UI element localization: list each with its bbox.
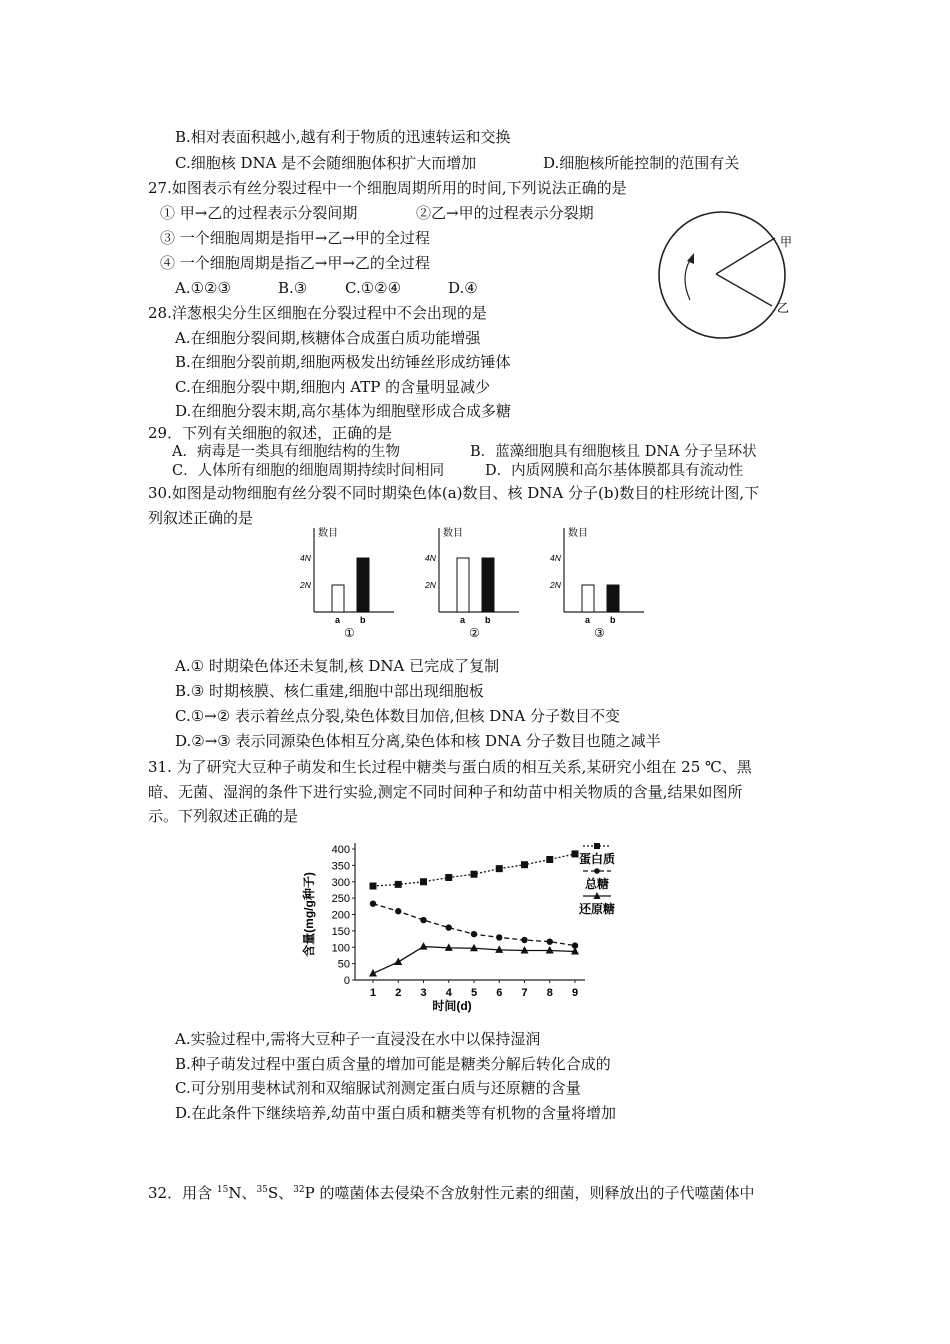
point-蛋白质-7 bbox=[521, 861, 528, 868]
y-label-1: 数目 bbox=[318, 528, 338, 539]
q30-stem-line-2: 列叙述正确的是 bbox=[148, 509, 254, 527]
q27-statement-3: ③ 一个细胞周期是指甲→乙→甲的全过程 bbox=[160, 229, 430, 247]
cell-cycle-diagram bbox=[650, 208, 810, 343]
y-tick-2N-1: 2N bbox=[300, 580, 311, 590]
q31-option-a: A.实验过程中,需将大豆种子一直浸没在水中以保持湿润 bbox=[175, 1030, 541, 1048]
q28-stem: 28.洋葱根尖分生区细胞在分裂过程中不会出现的是 bbox=[148, 304, 487, 322]
point-还原糖-2 bbox=[394, 957, 402, 965]
q31-stem-line-2: 暗、无菌、湿润的条件下进行实验,测定不同时间种子和幼苗中相关物质的含量,结果如图所 bbox=[148, 783, 743, 801]
q31-option-c: C.可分别用斐林试剂和双缩脲试剂测定蛋白质与还原糖的含量 bbox=[175, 1079, 581, 1097]
point-总糖-4 bbox=[446, 924, 452, 930]
x-tick-7: 7 bbox=[521, 987, 528, 999]
q31-option-d: D.在此条件下继续培养,幼苗中蛋白质和糖类等有机物的含量将增加 bbox=[175, 1104, 617, 1122]
y-tick-400: 400 bbox=[331, 844, 350, 856]
q27-stem: 27.如图表示有丝分裂过程中一个细胞周期所用的时间,下列说法正确的是 bbox=[148, 179, 627, 197]
q30-stem-line-1: 30.如图是动物细胞有丝分裂不同时期染色体(a)数目、核 DNA 分子(b)数目的柱形统计图,下 bbox=[148, 484, 760, 502]
x-tick-b-3: b bbox=[610, 615, 616, 625]
point-总糖-6 bbox=[496, 934, 502, 940]
label-yi: 乙 bbox=[777, 301, 790, 315]
bar-b-2 bbox=[482, 558, 494, 612]
q30-option-a: A.① 时期染色体还未复制,核 DNA 已完成了复制 bbox=[175, 657, 500, 675]
y-tick-0: 0 bbox=[343, 975, 350, 987]
series-line-总糖 bbox=[373, 904, 575, 946]
bar-a-2 bbox=[457, 558, 469, 612]
q30-bar-charts bbox=[300, 522, 650, 642]
y-tick-4N-3: 4N bbox=[550, 553, 561, 563]
point-蛋白质-8 bbox=[546, 856, 553, 863]
x-tick-2: 2 bbox=[395, 987, 402, 999]
y-axis-label: 含量(mg/g种子) bbox=[302, 872, 316, 957]
x-tick-a-2: a bbox=[460, 615, 466, 625]
q32-n-superscript: 15 bbox=[216, 1185, 229, 1195]
bar-b-1 bbox=[357, 558, 369, 612]
q27-option-a: A.①②③ bbox=[175, 279, 231, 297]
bar-b-3 bbox=[607, 585, 619, 612]
q32-text-n: N、 bbox=[228, 1184, 257, 1202]
q27-statement-2: ②乙→甲的过程表示分裂期 bbox=[416, 204, 594, 222]
point-总糖-3 bbox=[420, 917, 426, 923]
point-蛋白质-5 bbox=[471, 871, 478, 878]
radius-yi bbox=[716, 274, 772, 306]
point-还原糖-7 bbox=[521, 946, 529, 954]
q32-p-superscript: 32 bbox=[293, 1185, 305, 1195]
point-蛋白质-2 bbox=[395, 881, 402, 888]
q28-option-a: A.在细胞分裂间期,核糖体合成蛋白质功能增强 bbox=[175, 329, 481, 347]
q26-option-b: B.相对表面积越小,越有利于物质的迅速转运和交换 bbox=[175, 128, 511, 146]
q31-option-b: B.种子萌发过程中蛋白质含量的增加可能是糖类分解后转化合成的 bbox=[175, 1055, 611, 1073]
label-jia: 甲 bbox=[780, 235, 793, 249]
q30-option-d: D.②→③ 表示同源染色体相互分离,染色体和核 DNA 分子数目也随之减半 bbox=[175, 732, 661, 750]
q29-option-a: A．病毒是一类具有细胞结构的生物 bbox=[172, 444, 400, 460]
legend-label-蛋白质: 蛋白质 bbox=[578, 852, 616, 866]
y-tick-100: 100 bbox=[331, 942, 350, 955]
point-总糖-1 bbox=[370, 900, 376, 906]
q29-option-d: D．内质网膜和高尔基体膜都具有流动性 bbox=[485, 463, 744, 479]
point-总糖-5 bbox=[471, 931, 477, 937]
panel-label-2: ② bbox=[469, 626, 480, 640]
q26-option-c: C.细胞核 DNA 是不会随细胞体积扩大而增加 bbox=[175, 154, 477, 172]
legend-marker-总糖 bbox=[594, 868, 600, 874]
x-tick-5: 5 bbox=[470, 987, 478, 999]
x-tick-b-2: b bbox=[485, 615, 491, 625]
x-tick-6: 6 bbox=[496, 987, 503, 999]
q32-stem bbox=[148, 1180, 755, 1203]
q31-stem-line-1: 31. 为了研究大豆种子萌发和生长过程中糖类与蛋白质的相互关系,某研究小组在 25 ℃、黑 bbox=[148, 758, 752, 776]
legend-label-总糖: 总糖 bbox=[584, 877, 610, 891]
y-label-2: 数目 bbox=[443, 528, 463, 539]
q32-s-superscript: 35 bbox=[256, 1185, 268, 1195]
x-tick-8: 8 bbox=[546, 987, 553, 999]
point-还原糖-3 bbox=[420, 942, 428, 950]
point-蛋白质-9 bbox=[572, 850, 579, 857]
point-总糖-7 bbox=[521, 937, 527, 943]
bar-a-3 bbox=[582, 585, 594, 612]
q27-option-d: D.④ bbox=[448, 279, 478, 297]
q27-option-c: C.①②④ bbox=[345, 279, 402, 297]
x-tick-3: 3 bbox=[420, 987, 427, 999]
q31-line-chart bbox=[295, 830, 635, 1020]
x-tick-a-1: a bbox=[335, 615, 341, 625]
direction-arrow bbox=[685, 260, 690, 300]
y-tick-2N-3: 2N bbox=[550, 580, 561, 590]
point-蛋白质-4 bbox=[445, 874, 452, 881]
point-蛋白质-6 bbox=[496, 865, 503, 872]
point-总糖-8 bbox=[547, 938, 553, 944]
arrow-head-icon bbox=[687, 253, 694, 264]
y-tick-300: 300 bbox=[331, 876, 350, 889]
q27-option-b: B.③ bbox=[278, 279, 308, 297]
q26-option-d: D.细胞核所能控制的范围有关 bbox=[543, 154, 740, 172]
series-line-蛋白质 bbox=[373, 854, 575, 886]
legend-label-还原糖: 还原糖 bbox=[578, 902, 616, 916]
q27-statement-4: ④ 一个细胞周期是指乙→甲→乙的全过程 bbox=[160, 254, 430, 272]
bar-a-1 bbox=[332, 585, 344, 612]
q30-option-c: C.①→② 表示着丝点分裂,染色体数目加倍,但核 DNA 分子数目不变 bbox=[175, 707, 620, 725]
q28-option-c: C.在细胞分裂中期,细胞内 ATP 的含量明显减少 bbox=[175, 378, 491, 396]
panel-label-3: ③ bbox=[594, 626, 605, 640]
q29-option-c: C．人体所有细胞的细胞周期持续时间相同 bbox=[172, 463, 445, 479]
q32-text-s: S、 bbox=[267, 1184, 294, 1202]
y-tick-2N-2: 2N bbox=[425, 580, 436, 590]
y-tick-200: 200 bbox=[331, 909, 350, 922]
x-tick-9: 9 bbox=[571, 987, 579, 999]
q28-option-d: D.在细胞分裂末期,高尔基体为细胞壁形成合成多糖 bbox=[175, 402, 512, 420]
q28-option-b: B.在细胞分裂前期,细胞两极发出纺锤丝形成纺锤体 bbox=[175, 353, 511, 371]
x-axis-label: 时间(d) bbox=[432, 999, 472, 1013]
y-tick-50: 50 bbox=[337, 958, 350, 971]
point-还原糖-5 bbox=[470, 944, 478, 952]
point-蛋白质-1 bbox=[370, 883, 377, 890]
y-tick-250: 250 bbox=[331, 893, 350, 906]
x-tick-4: 4 bbox=[445, 987, 452, 999]
q27-statement-1: ① 甲→乙的过程表示分裂间期 bbox=[160, 204, 358, 222]
q29-stem: 29．下列有关细胞的叙述，正确的是 bbox=[148, 424, 393, 442]
legend-marker-蛋白质 bbox=[594, 843, 600, 849]
q29-option-b: B．蓝藻细胞具有细胞核且 DNA 分子呈环状 bbox=[470, 444, 757, 460]
radius-jia bbox=[716, 238, 775, 274]
panel-label-1: ① bbox=[344, 626, 355, 640]
q30-option-b: B.③ 时期核膜、核仁重建,细胞中部出现细胞板 bbox=[175, 682, 484, 700]
y-tick-350: 350 bbox=[331, 860, 350, 873]
y-tick-150: 150 bbox=[331, 925, 350, 938]
y-tick-4N-1: 4N bbox=[300, 553, 311, 563]
x-tick-1: 1 bbox=[369, 987, 377, 999]
q32-text-post: P 的噬菌体去侵染不含放射性元素的细菌，则释放出的子代噬菌体中 bbox=[304, 1184, 755, 1202]
point-还原糖-8 bbox=[546, 946, 554, 954]
x-tick-a-3: a bbox=[585, 615, 591, 625]
point-蛋白质-3 bbox=[420, 878, 427, 885]
q31-stem-line-3: 示。下列叙述正确的是 bbox=[148, 807, 299, 825]
q32-text-pre: 32．用含 bbox=[148, 1184, 217, 1202]
cell-cycle-circle bbox=[659, 212, 785, 338]
y-tick-4N-2: 4N bbox=[425, 553, 436, 563]
point-总糖-2 bbox=[395, 908, 401, 914]
x-tick-b-1: b bbox=[360, 615, 366, 625]
y-label-3: 数目 bbox=[568, 528, 588, 539]
